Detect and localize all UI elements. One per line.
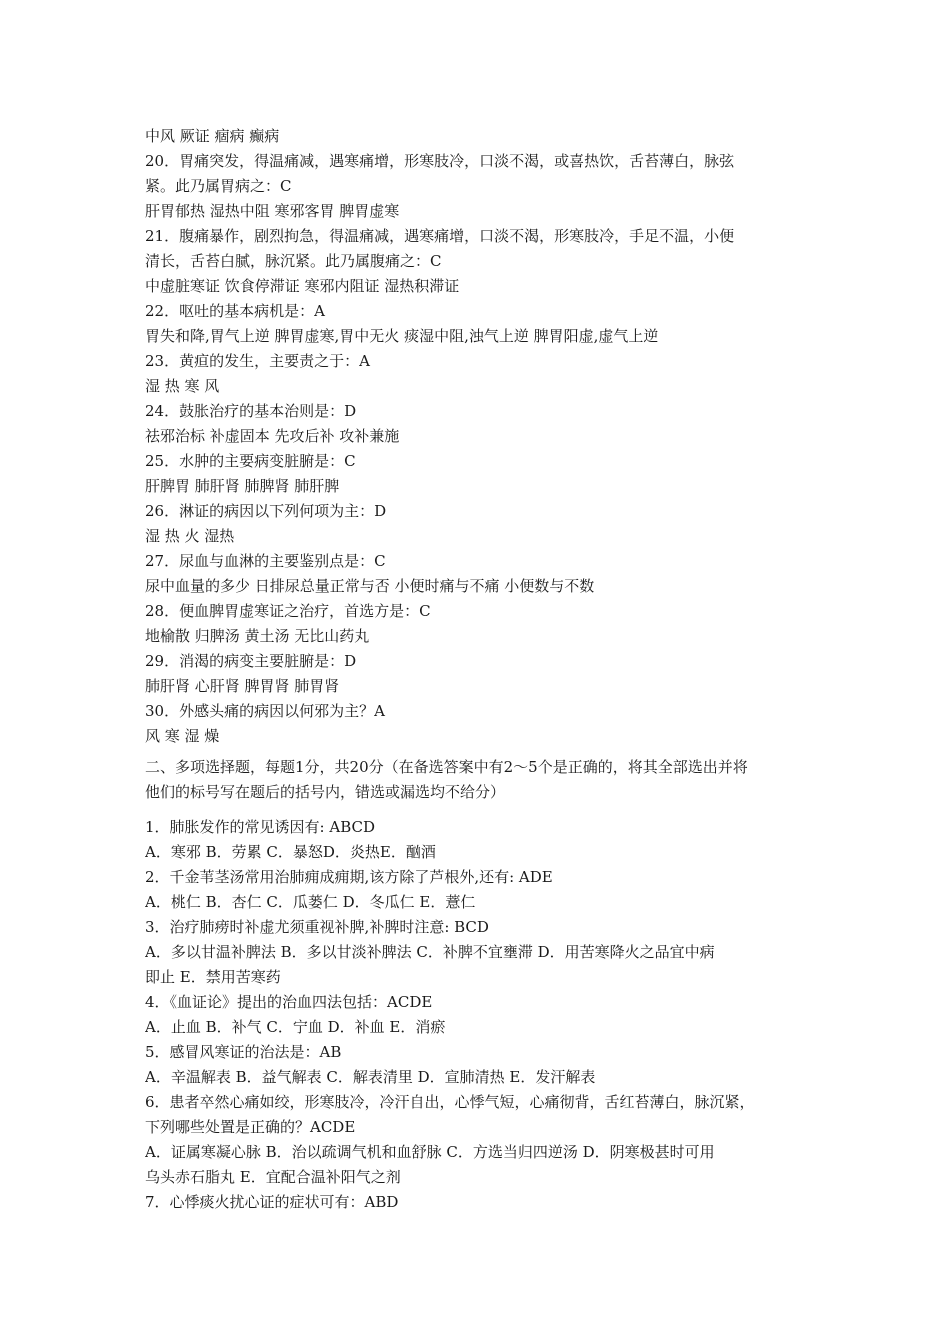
question-25: 25．水肿的主要病变脏腑是：C xyxy=(145,452,356,470)
answer-options: 祛邪治标 补虚固本 先攻后补 攻补兼施 xyxy=(145,427,400,445)
mc-question-3: 3．治疗肺痨时补虚尤须重视补脾,补脾时注意: BCD xyxy=(145,918,489,936)
multiple-choice-heading xyxy=(145,755,817,805)
answer-options: 中虚脏寒证 饮食停滞证 寒邪内阻证 湿热积滞证 xyxy=(145,277,460,295)
answer-options: 湿 热 火 湿热 xyxy=(145,527,235,545)
mc-question-6: 6．患者卒然心痛如绞，形寒肢冷，冷汗自出，心悸气短，心痛彻背，舌红苔薄白，脉沉紧， xyxy=(145,1093,755,1111)
answer-options: A．寒邪 B．劳累 C．暴怒D．炎热E．酗酒 xyxy=(145,843,436,861)
question-21: 21．腹痛暴作，剧烈拘急，得温痛减，遇寒痛增，口淡不渴，形寒肢冷，手足不温，小便 xyxy=(145,227,735,245)
answer-options: 即止 E．禁用苦寒药 xyxy=(145,968,281,986)
answer-options: 肝脾胃 肺肝肾 肺脾肾 肺肝脾 xyxy=(145,477,340,495)
question-30: 30．外感头痛的病因以何邪为主？A xyxy=(145,702,385,720)
question-22: 22．呕吐的基本病机是：A xyxy=(145,302,325,320)
answer-options: A．桃仁 B．杏仁 C．瓜蒌仁 D．冬瓜仁 E．薏仁 xyxy=(145,893,476,911)
question-20: 20．胃痛突发，得温痛减，遇寒痛增，形寒肢冷，口淡不渴，或喜热饮，舌苔薄白，脉弦 xyxy=(145,152,735,170)
section-title: 二、多项选择题，每题1分，共20分（在备选答案中有2～5个是正确的，将其全部选出并将 xyxy=(145,758,748,776)
answer-options: 地榆散 归脾汤 黄土汤 无比山药丸 xyxy=(145,627,370,645)
single-choice-section xyxy=(145,124,817,749)
document-page xyxy=(145,124,817,1215)
answer-options: 尿中血量的多少 日排尿总量正常与否 小便时痛与不痛 小便数与不数 xyxy=(145,577,595,595)
text-line: 清长，舌苔白腻，脉沉紧。此乃属腹痛之：C xyxy=(145,252,442,270)
answer-options: 湿 热 寒 风 xyxy=(145,377,220,395)
question-29: 29．消渴的病变主要脏腑是：D xyxy=(145,652,357,670)
question-27: 27．尿血与血淋的主要鉴别点是：C xyxy=(145,552,386,570)
answer-options: A．多以甘温补脾法 B．多以甘淡补脾法 C．补脾不宜壅滞 D．用苦寒降火之品宜中病 xyxy=(145,943,715,961)
mc-question-4: 4．《血证论》提出的治血四法包括：ACDE xyxy=(145,993,433,1011)
question-23: 23．黄疸的发生，主要责之于：A xyxy=(145,352,370,370)
answer-options: A．辛温解表 B．益气解表 C．解表清里 D．宣肺清热 E．发汗解表 xyxy=(145,1068,596,1086)
text-line: 中风 厥证 痼病 癫病 xyxy=(145,127,280,145)
section-title: 他们的标号写在题后的括号内，错选或漏选均不给分） xyxy=(145,783,506,801)
question-24: 24．鼓胀治疗的基本治则是：D xyxy=(145,402,357,420)
answer-options: 肺肝肾 心肝肾 脾胃肾 肺胃肾 xyxy=(145,677,340,695)
question-26: 26．淋证的病因以下列何项为主：D xyxy=(145,502,387,520)
answer-options: A．止血 B．补气 C．宁血 D．补血 E．消瘀 xyxy=(145,1018,446,1036)
answer-options: 风 寒 湿 燥 xyxy=(145,727,220,745)
answer-options: 肝胃郁热 湿热中阻 寒邪客胃 脾胃虚寒 xyxy=(145,202,400,220)
question-28: 28．便血脾胃虚寒证之治疗，首选方是：C xyxy=(145,602,431,620)
answer-options: 乌头赤石脂丸 E．宜配合温补阳气之剂 xyxy=(145,1168,401,1186)
mc-question-2: 2．千金苇茎汤常用治肺痈成痈期,该方除了芦根外,还有: ADE xyxy=(145,868,553,886)
mc-question-7: 7．心悸痰火扰心证的症状可有：ABD xyxy=(145,1193,399,1211)
mc-question-5: 5．感冒风寒证的治法是：AB xyxy=(145,1043,342,1061)
multiple-choice-section xyxy=(145,815,817,1215)
mc-question-1: 1．肺胀发作的常见诱因有: ABCD xyxy=(145,818,376,836)
answer-options: 胃失和降,胃气上逆 脾胃虚寒,胃中无火 痰湿中阻,浊气上逆 脾胃阳虚,虚气上逆 xyxy=(145,327,659,345)
answer-options: A．证属寒凝心脉 B．治以疏调气机和血舒脉 C．方选当归四逆汤 D．阴寒极甚时可用 xyxy=(145,1143,715,1161)
text-line: 下列哪些处置是正确的？ACDE xyxy=(145,1118,356,1136)
text-line: 紧。此乃属胃病之：C xyxy=(145,177,292,195)
